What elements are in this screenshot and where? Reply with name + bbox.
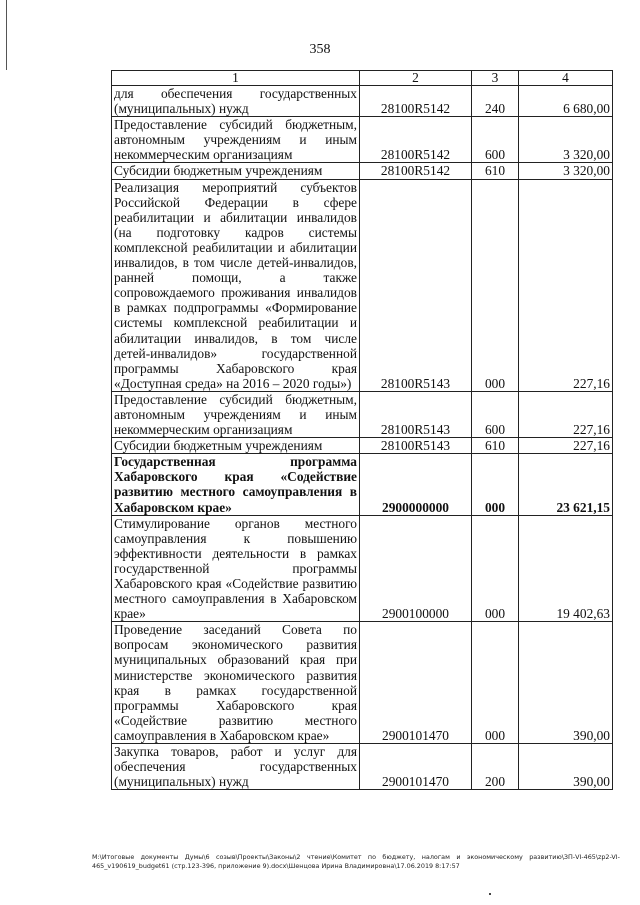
budget-table	[111, 70, 613, 790]
row-type-cell: 600	[472, 391, 519, 437]
scan-dot	[489, 893, 491, 895]
row-amount-cell: 3 320,00	[519, 117, 613, 163]
row-type-cell: 600	[472, 117, 519, 163]
table-row	[112, 117, 613, 163]
row-type-cell: 610	[472, 163, 519, 179]
row-code-cell: 2900101470	[360, 744, 472, 790]
row-code-cell: 28100R5142	[360, 163, 472, 179]
row-code-cell: 28100R5143	[360, 438, 472, 454]
table-row	[112, 744, 613, 790]
row-amount-cell: 227,16	[519, 391, 613, 437]
table-row	[112, 391, 613, 437]
row-amount-cell: 390,00	[519, 744, 613, 790]
scan-edge-rule	[6, 0, 7, 70]
row-code-cell: 28100R5142	[360, 86, 472, 117]
table-row	[112, 86, 613, 117]
row-amount-cell: 227,16	[519, 179, 613, 391]
table-row	[112, 454, 613, 515]
row-amount-cell: 227,16	[519, 438, 613, 454]
row-code-cell: 28100R5143	[360, 391, 472, 437]
row-code-cell: 2900100000	[360, 515, 472, 622]
row-type-cell: 000	[472, 515, 519, 622]
row-type-cell: 000	[472, 179, 519, 391]
document-path-footer: M:\Итоговые документы Думы\6 созыв\Проекты\Законы\2 чтение\Комитет по бюджету, налогам и экономическому развитию\ЗП-VI-465\zp2-VI-465_v190619_budget61 (стр.123-396, приложение 9).docx\Шенцова Ирина Владимировна\17.06.2019 8:17:57	[92, 853, 620, 870]
row-amount-cell: 23 621,15	[519, 454, 613, 515]
row-type-cell: 000	[472, 622, 519, 744]
table-row	[112, 515, 613, 622]
row-name-cell: Предоставление субсидий бюджетным, автономным учреждениям и иным некоммерческим организациям	[112, 117, 360, 163]
row-name-cell: Проведение заседаний Совета по вопросам экономического развития муниципальных образований края при министерстве экономического развития края в рамках государственной программы Хабаровского края «Содействие развитию местного самоуправления в Хабаровском крае»	[112, 622, 360, 744]
row-name-cell: Стимулирование органов местного самоуправления к повышению эффективности деятельности в рамках государственной программы Хабаровского края «Содействие развитию местного самоуправления в Хабаровском крае»	[112, 515, 360, 622]
row-code-cell: 28100R5142	[360, 117, 472, 163]
table-header-row	[112, 71, 613, 86]
row-type-cell: 240	[472, 86, 519, 117]
row-name-cell: Государственная программа Хабаровского края «Содействие развитию местного самоуправления в Хабаровском крае»	[112, 454, 360, 515]
row-type-cell: 610	[472, 438, 519, 454]
row-type-cell: 000	[472, 454, 519, 515]
column-header-3: 3	[472, 71, 519, 86]
table-row	[112, 163, 613, 179]
table-row	[112, 438, 613, 454]
row-code-cell: 28100R5143	[360, 179, 472, 391]
row-name-cell: Реализация мероприятий субъектов Российской Федерации в сфере реабилитации и абилитации инвалидов (на подготовку кадров системы комплексной реабилитации и абилитации инвалидов, в том числе детей-инвалидов, ранней помощи, а также сопровождаемого проживания инвалидов в рамках подпрограммы «Формирование системы комплексной реабилитации и абилитации инвалидов, в том числе детей-инвалидов» государственной программы Хабаровского края «Доступная среда» на 2016 – 2020 годы»)	[112, 179, 360, 391]
row-amount-cell: 19 402,63	[519, 515, 613, 622]
table-row	[112, 179, 613, 391]
row-name-cell: Закупка товаров, работ и услуг для обеспечения государственных (муниципальных) нужд	[112, 744, 360, 790]
column-header-4: 4	[519, 71, 613, 86]
row-name-cell: для обеспечения государственных (муниципальных) нужд	[112, 86, 360, 117]
row-code-cell: 2900101470	[360, 622, 472, 744]
row-name-cell: Субсидии бюджетным учреждениям	[112, 163, 360, 179]
row-type-cell: 200	[472, 744, 519, 790]
row-amount-cell: 6 680,00	[519, 86, 613, 117]
column-header-2: 2	[360, 71, 472, 86]
page-number: 358	[309, 42, 331, 57]
table-row	[112, 622, 613, 744]
row-amount-cell: 3 320,00	[519, 163, 613, 179]
row-amount-cell: 390,00	[519, 622, 613, 744]
row-code-cell: 2900000000	[360, 454, 472, 515]
row-name-cell: Предоставление субсидий бюджетным, автономным учреждениям и иным некоммерческим организациям	[112, 391, 360, 437]
column-header-1: 1	[112, 71, 360, 86]
row-name-cell: Субсидии бюджетным учреждениям	[112, 438, 360, 454]
